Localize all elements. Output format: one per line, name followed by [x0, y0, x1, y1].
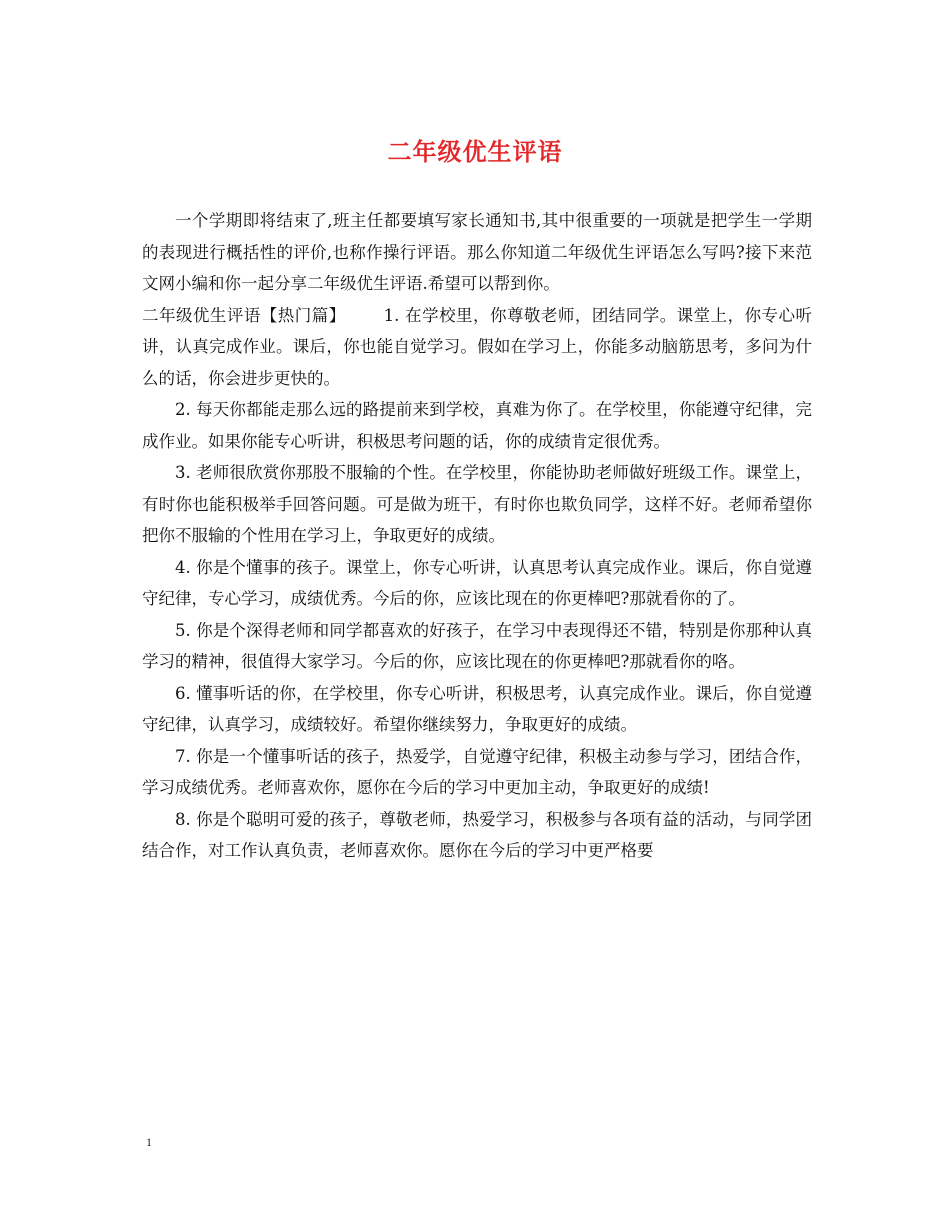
list-item: 6. 懂事听话的你，在学校里，你专心听讲，积极思考，认真完成作业。课后，你自觉遵守纪律，认真学习，成绩较好。希望你继续努力，争取更好的成绩。	[142, 683, 812, 734]
intro-paragraph: 一个学期即将结束了,班主任都要填写家长通知书,其中很重要的一项就是把学生一学期的表现进行概括性的评价,也称作操行评语。那么你知道二年级优生评语怎么写吗?接下来范文网小编和你一起分享二年级优生评语.希望可以帮到你。	[142, 211, 812, 293]
section-heading: 二年级优生评语【热门篇】	[142, 305, 346, 325]
page-number: 1	[146, 1135, 152, 1149]
list-item: 3. 老师很欣赏你那股不服输的个性。在学校里，你能协助老师做好班级工作。课堂上，有时你也能积极举手回答问题。可是做为班干，有时你也欺负同学，这样不好。老师希望你把你不服输的个性用在学习上，争取更好的成绩。	[142, 463, 812, 545]
first-item-paragraph	[142, 300, 812, 395]
list-item: 4. 你是个懂事的孩子。课堂上，你专心听讲，认真思考认真完成作业。课后，你自觉遵守纪律，专心学习，成绩优秀。今后的你，应该比现在的你更棒吧?那就看你的了。	[142, 557, 812, 608]
page-title: 二年级优生评语	[387, 137, 563, 166]
list-item: 5. 你是个深得老师和同学都喜欢的好孩子，在学习中表现得还不错，特别是你那种认真学习的精神，很值得大家学习。今后的你，应该比现在的你更棒吧?那就看你的咯。	[142, 620, 812, 671]
list-item: 2. 每天你都能走那么远的路提前来到学校，真难为你了。在学校里，你能遵守纪律，完成作业。如果你能专心听讲，积极思考问题的话，你的成绩肯定很优秀。	[142, 400, 812, 451]
list-item: 8. 你是个聪明可爱的孩子，尊敬老师，热爱学习，积极参与各项有益的活动，与同学团结合作，对工作认真负责，老师喜欢你。愿你在今后的学习中更严格要	[142, 809, 812, 860]
list-item: 7. 你是一个懂事听话的孩子，热爱学，自觉遵守纪律，积极主动参与学习，团结合作，学习成绩优秀。老师喜欢你，愿你在今后的学习中更加主动，争取更好的成绩!	[142, 746, 812, 797]
list-item: 1. 在学校里，你尊敬老师，团结同学。课堂上，你专心听讲，认真完成作业。课后，你也能自觉学习。假如在学习上，你能多动脑筋思考，多问为什么的话，你会进步更快的。	[142, 305, 812, 388]
document-body	[142, 205, 812, 867]
